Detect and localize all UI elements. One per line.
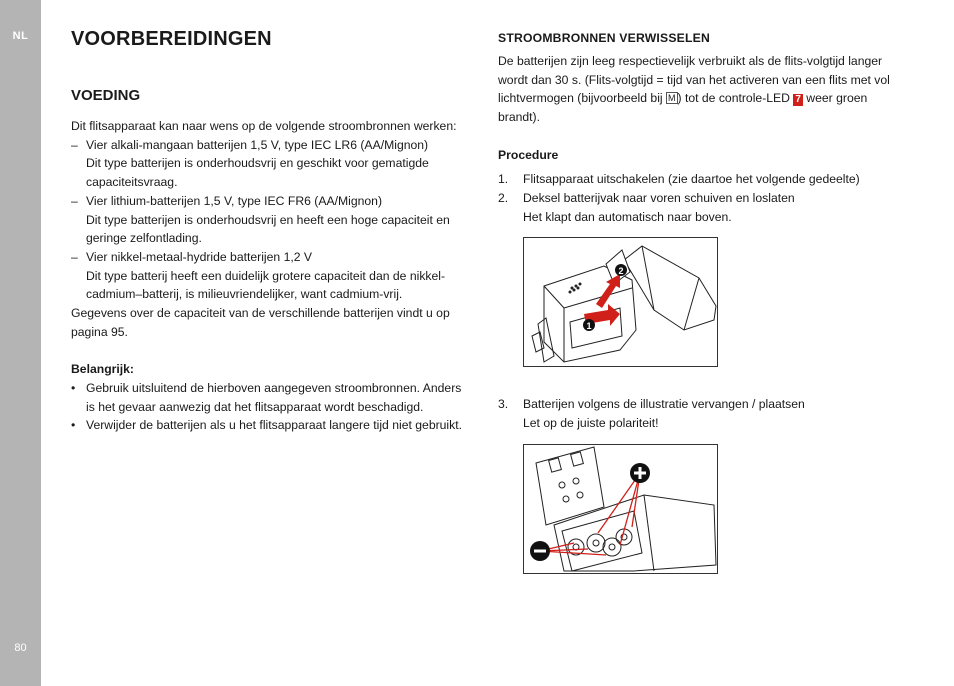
sidebar bbox=[0, 0, 41, 686]
list-item bbox=[71, 192, 473, 248]
list-item-description: Dit type batterijen is onderhoudsvrij en heeft een hoge capaciteit en geringe zelfontlading. bbox=[86, 212, 450, 246]
right-column-bottom bbox=[498, 395, 898, 432]
list-item-title: Vier nikkel-metaal-hydride batterijen 1,2 V bbox=[86, 249, 313, 264]
step-text: Flitsapparaat uitschakelen (zie daartoe het volgende gedeelte) bbox=[523, 172, 860, 187]
battery-compartment-drawing bbox=[524, 445, 717, 573]
step-item bbox=[498, 170, 898, 189]
step-item bbox=[498, 189, 898, 226]
bullet-text: Gebruik uitsluitend de hierboven aangegeven stroombronnen. Anders is het gevaar aanwezig dat het flitsapparaat wordt beschadigd. bbox=[86, 380, 462, 414]
section-heading-voeding: VOEDING bbox=[71, 87, 141, 104]
bullet-marker: • bbox=[71, 418, 76, 433]
step-text: Deksel batterijvak naar voren schuiven en loslaten bbox=[523, 190, 795, 205]
intro-text: Dit flitsapparaat kan naar wens op de volgende stroombronnen werken: bbox=[71, 119, 457, 133]
bullet-item bbox=[71, 379, 473, 416]
dash-marker: – bbox=[71, 249, 78, 264]
paragraph-text: weer groen brandt). bbox=[498, 91, 868, 125]
step-number: 3. bbox=[498, 397, 509, 411]
m-mode-symbol: M bbox=[668, 93, 676, 104]
left-column bbox=[71, 117, 473, 435]
paragraph-text: De batterijen zijn leeg respectievelijk verbruikt als de flits-volgtijd langer wordt dan 30 s. (Flits-volgtijd = tijd van het activeren van een flits met vol lichtvermogen (bijvoorbeeld bij bbox=[498, 54, 890, 106]
flash-unit-drawing bbox=[524, 238, 717, 366]
dash-marker: – bbox=[71, 137, 78, 152]
right-column-top bbox=[498, 52, 898, 226]
page-number: 80 bbox=[14, 642, 27, 654]
step-number: 1. bbox=[498, 172, 509, 187]
language-label: NL bbox=[12, 30, 29, 42]
dash-marker: – bbox=[71, 193, 78, 208]
battery-cover-illustration bbox=[523, 237, 718, 367]
bullet-marker: • bbox=[71, 380, 76, 395]
procedure-heading: Procedure bbox=[498, 147, 559, 162]
list-item-description: Dit type batterij heeft een duidelijk grotere capaciteit dan de nikkel-cadmium–batterij, is milieuvriendelijker, want cadmium-vrij. bbox=[86, 268, 446, 302]
page-title: VOORBEREIDINGEN bbox=[71, 28, 272, 50]
battery-paragraph bbox=[498, 52, 898, 127]
list-item-title: Vier lithium-batterijen 1,5 V, type IEC FR6 (AA/Mignon) bbox=[86, 193, 383, 208]
bullet-text: Verwijder de batterijen als u het flitsapparaat langere tijd niet gebruikt. bbox=[86, 418, 463, 433]
list-item bbox=[71, 248, 473, 304]
important-heading: Belangrijk: bbox=[71, 362, 134, 377]
callout-label: 2 bbox=[618, 266, 624, 276]
section-heading-stroombronnen: STROOMBRONNEN VERWISSELEN bbox=[498, 31, 710, 45]
step-subtext: Let op de juiste polariteit! bbox=[523, 415, 659, 430]
bullet-item bbox=[71, 416, 473, 435]
battery-polarity-illustration bbox=[523, 444, 718, 574]
list-item bbox=[71, 136, 473, 192]
led-number-badge: 7 bbox=[795, 94, 801, 106]
step-number: 2. bbox=[498, 190, 509, 205]
step-subtext: Het klapt dan automatisch naar boven. bbox=[523, 209, 732, 224]
list-item-title: Vier alkali-mangaan batterijen 1,5 V, type IEC LR6 (AA/Mignon) bbox=[86, 137, 429, 152]
step-item bbox=[498, 395, 898, 432]
callout-label: 1 bbox=[586, 321, 592, 331]
step-text: Batterijen volgens de illustratie vervangen / plaatsen bbox=[523, 397, 805, 411]
capacity-note: Gegevens over de capaciteit van de verschillende batterijen vindt u op pagina 95. bbox=[71, 306, 450, 339]
paragraph-text: ) tot de controle-LED bbox=[677, 91, 794, 106]
list-item-description: Dit type batterijen is onderhoudsvrij en geschikt voor gematigde capaciteitsvraag. bbox=[86, 156, 429, 190]
